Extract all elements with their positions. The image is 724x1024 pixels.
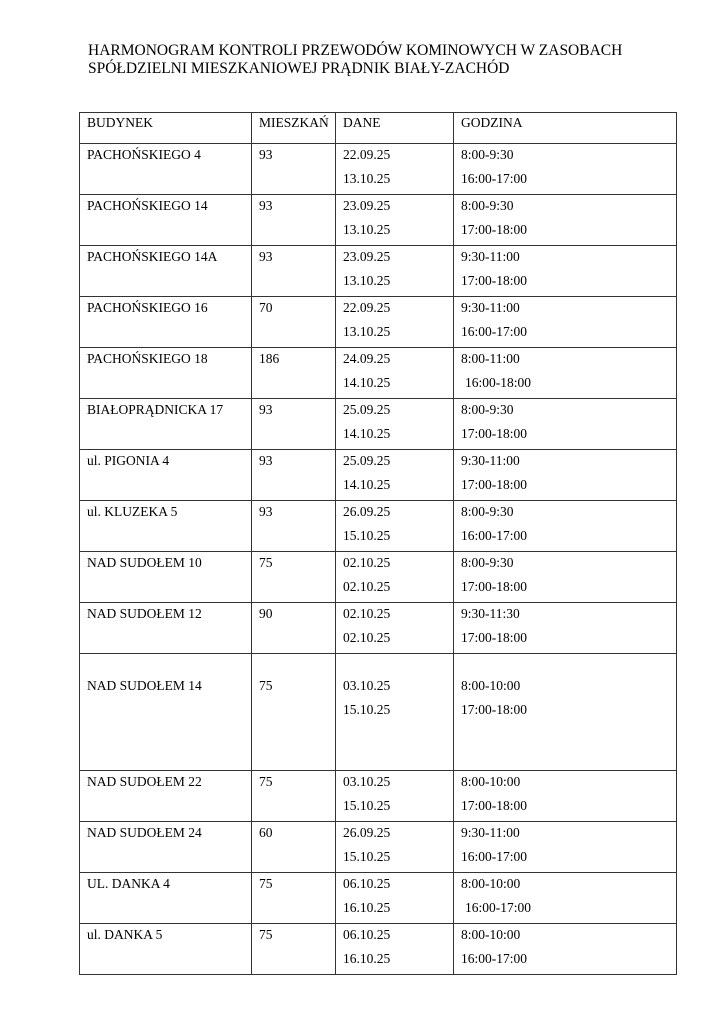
cell-flats	[252, 603, 336, 654]
time-second: 16:00-17:00	[465, 900, 531, 915]
cell-times	[454, 822, 677, 873]
table-row	[80, 654, 677, 771]
time-first: 9:30-11:00	[461, 453, 520, 468]
cell-dates	[336, 297, 454, 348]
date-first: 06.10.25	[343, 927, 391, 942]
flats-count: 75	[259, 876, 273, 891]
time-second: 16:00-17:00	[461, 849, 527, 864]
date-first: 26.09.25	[343, 504, 391, 519]
building-name: PACHOŃSKIEGO 14A	[87, 249, 218, 264]
building-name: NAD SUDOŁEM 10	[87, 555, 202, 570]
time-first: 9:30-11:00	[461, 249, 520, 264]
time-first: 8:00-10:00	[461, 876, 521, 891]
cell-flats	[252, 654, 336, 771]
cell-dates	[336, 771, 454, 822]
time-first: 8:00-11:00	[461, 351, 520, 366]
flats-count: 93	[259, 147, 273, 162]
cell-dates	[336, 144, 454, 195]
cell-dates	[336, 450, 454, 501]
cell-dates	[336, 348, 454, 399]
building-name: BIAŁOPRĄDNICKA 17	[87, 402, 224, 417]
flats-count: 90	[259, 606, 273, 621]
cell-times	[454, 924, 677, 975]
table-row	[80, 246, 677, 297]
cell-building	[80, 771, 252, 822]
date-second: 13.10.25	[343, 222, 391, 237]
cell-building	[80, 924, 252, 975]
date-second: 13.10.25	[343, 171, 391, 186]
schedule-table	[79, 112, 677, 975]
date-first: 02.10.25	[343, 606, 391, 621]
time-first: 8:00-9:30	[461, 198, 514, 213]
date-second: 16.10.25	[343, 951, 391, 966]
date-first: 06.10.25	[343, 876, 391, 891]
cell-building	[80, 552, 252, 603]
flats-count: 93	[259, 198, 273, 213]
cell-flats	[252, 246, 336, 297]
table-row	[80, 552, 677, 603]
cell-flats	[252, 771, 336, 822]
building-name: PACHOŃSKIEGO 16	[87, 300, 208, 315]
date-first: 02.10.25	[343, 555, 391, 570]
time-first: 8:00-9:30	[461, 402, 514, 417]
cell-flats	[252, 552, 336, 603]
flats-count: 75	[259, 678, 273, 693]
date-second: 14.10.25	[343, 375, 391, 390]
cell-building	[80, 246, 252, 297]
table-row	[80, 603, 677, 654]
cell-building	[80, 603, 252, 654]
date-second: 14.10.25	[343, 426, 391, 441]
table-header-row	[80, 113, 677, 144]
cell-dates	[336, 603, 454, 654]
cell-dates	[336, 873, 454, 924]
building-name: NAD SUDOŁEM 22	[87, 774, 202, 789]
cell-flats	[252, 348, 336, 399]
table-row	[80, 501, 677, 552]
flats-count: 75	[259, 774, 273, 789]
date-first: 22.09.25	[343, 147, 391, 162]
cell-flats	[252, 873, 336, 924]
title-line-2: SPÓŁDZIELNI MIESZKANIOWEJ PRĄDNIK BIAŁY-ZACHÓD	[88, 60, 510, 77]
cell-flats	[252, 195, 336, 246]
building-name: PACHOŃSKIEGO 4	[87, 147, 201, 162]
time-second: 16:00-17:00	[461, 324, 527, 339]
flats-count: 186	[259, 351, 280, 366]
date-second: 15.10.25	[343, 798, 391, 813]
date-second: 02.10.25	[343, 630, 391, 645]
cell-building	[80, 399, 252, 450]
cell-dates	[336, 924, 454, 975]
building-name: NAD SUDOŁEM 24	[87, 825, 202, 840]
time-second: 17:00-18:00	[461, 579, 527, 594]
cell-times	[454, 771, 677, 822]
date-first: 03.10.25	[343, 774, 391, 789]
table-row	[80, 399, 677, 450]
header-time: GODZINA	[454, 113, 677, 144]
flats-count: 93	[259, 504, 273, 519]
table-row	[80, 924, 677, 975]
flats-count: 75	[259, 555, 273, 570]
cell-times	[454, 246, 677, 297]
cell-times	[454, 552, 677, 603]
date-second: 13.10.25	[343, 324, 391, 339]
cell-dates	[336, 399, 454, 450]
date-first: 22.09.25	[343, 300, 391, 315]
header-flats: MIESZKAŃ	[252, 113, 336, 144]
time-first: 8:00-9:30	[461, 555, 514, 570]
flats-count: 93	[259, 249, 273, 264]
table-row	[80, 771, 677, 822]
cell-building	[80, 501, 252, 552]
cell-flats	[252, 822, 336, 873]
time-first: 8:00-10:00	[461, 678, 521, 693]
table-row	[80, 195, 677, 246]
building-name: ul. PIGONIA 4	[87, 453, 170, 468]
date-second: 02.10.25	[343, 579, 391, 594]
cell-times	[454, 873, 677, 924]
building-name: NAD SUDOŁEM 12	[87, 606, 202, 621]
time-first: 9:30-11:00	[461, 300, 520, 315]
time-second: 17:00-18:00	[461, 477, 527, 492]
cell-dates	[336, 654, 454, 771]
cell-flats	[252, 501, 336, 552]
time-first: 9:30-11:30	[461, 606, 520, 621]
cell-times	[454, 399, 677, 450]
table-row	[80, 297, 677, 348]
building-name: PACHOŃSKIEGO 18	[87, 351, 208, 366]
cell-building	[80, 450, 252, 501]
date-first: 24.09.25	[343, 351, 391, 366]
time-second: 17:00-18:00	[461, 426, 527, 441]
time-second: 16:00-17:00	[461, 171, 527, 186]
date-second: 15.10.25	[343, 702, 391, 717]
date-second: 15.10.25	[343, 849, 391, 864]
building-name: ul. DANKA 5	[87, 927, 163, 942]
table-row	[80, 144, 677, 195]
cell-building	[80, 654, 252, 771]
time-second: 17:00-18:00	[461, 798, 527, 813]
time-second: 16:00-17:00	[461, 951, 527, 966]
date-second: 15.10.25	[343, 528, 391, 543]
cell-times	[454, 450, 677, 501]
cell-times	[454, 195, 677, 246]
building-name: UL. DANKA 4	[87, 876, 170, 891]
cell-flats	[252, 450, 336, 501]
date-first: 23.09.25	[343, 198, 391, 213]
table-row	[80, 348, 677, 399]
building-name: NAD SUDOŁEM 14	[87, 678, 202, 693]
building-name: PACHOŃSKIEGO 14	[87, 198, 208, 213]
date-first: 25.09.25	[343, 402, 391, 417]
flats-count: 75	[259, 927, 273, 942]
table-row	[80, 822, 677, 873]
cell-dates	[336, 195, 454, 246]
cell-times	[454, 297, 677, 348]
cell-times	[454, 144, 677, 195]
cell-building	[80, 822, 252, 873]
header-date: DANE	[336, 113, 454, 144]
table-body	[80, 144, 677, 975]
table-row	[80, 450, 677, 501]
cell-building	[80, 144, 252, 195]
date-first: 23.09.25	[343, 249, 391, 264]
cell-dates	[336, 501, 454, 552]
date-first: 26.09.25	[343, 825, 391, 840]
time-second: 16:00-18:00	[465, 375, 531, 390]
time-second: 17:00-18:00	[461, 630, 527, 645]
date-first: 25.09.25	[343, 453, 391, 468]
flats-count: 93	[259, 402, 273, 417]
cell-times	[454, 603, 677, 654]
flats-count: 93	[259, 453, 273, 468]
date-second: 16.10.25	[343, 900, 391, 915]
cell-times	[454, 654, 677, 771]
date-second: 14.10.25	[343, 477, 391, 492]
table-row	[80, 873, 677, 924]
cell-times	[454, 501, 677, 552]
document-title	[88, 42, 688, 78]
title-line-1: HARMONOGRAM KONTROLI PRZEWODÓW KOMINOWYCH W ZASOBACH	[88, 42, 623, 59]
cell-times	[454, 348, 677, 399]
cell-flats	[252, 144, 336, 195]
flats-count: 60	[259, 825, 273, 840]
date-first: 03.10.25	[343, 678, 391, 693]
time-first: 9:30-11:00	[461, 825, 520, 840]
flats-count: 70	[259, 300, 273, 315]
time-second: 17:00-18:00	[461, 273, 527, 288]
time-second: 17:00-18:00	[461, 222, 527, 237]
building-name: ul. KLUZEKA 5	[87, 504, 178, 519]
cell-dates	[336, 822, 454, 873]
cell-dates	[336, 246, 454, 297]
cell-building	[80, 297, 252, 348]
time-first: 8:00-9:30	[461, 504, 514, 519]
cell-building	[80, 195, 252, 246]
date-second: 13.10.25	[343, 273, 391, 288]
time-second: 16:00-17:00	[461, 528, 527, 543]
time-first: 8:00-10:00	[461, 927, 521, 942]
cell-flats	[252, 297, 336, 348]
cell-building	[80, 873, 252, 924]
header-building: BUDYNEK	[80, 113, 252, 144]
time-second: 17:00-18:00	[461, 702, 527, 717]
cell-flats	[252, 399, 336, 450]
time-first: 8:00-9:30	[461, 147, 514, 162]
time-first: 8:00-10:00	[461, 774, 521, 789]
cell-building	[80, 348, 252, 399]
cell-flats	[252, 924, 336, 975]
cell-dates	[336, 552, 454, 603]
